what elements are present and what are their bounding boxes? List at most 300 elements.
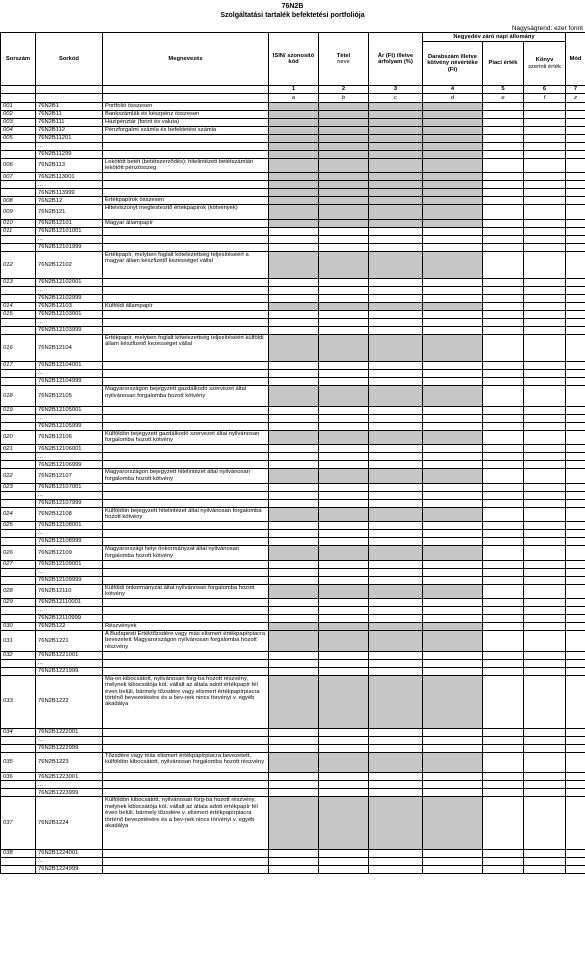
cell-isin[interactable] [269, 370, 319, 378]
cell-darab[interactable] [423, 310, 483, 318]
cell-piaci[interactable] [483, 614, 524, 622]
cell-isin[interactable] [269, 326, 319, 334]
cell-mod[interactable] [566, 111, 585, 119]
cell-piaci[interactable] [483, 103, 524, 111]
cell-ar[interactable] [369, 445, 423, 453]
cell-isin[interactable] [269, 318, 319, 326]
cell-piaci[interactable] [483, 866, 524, 874]
cell-mod[interactable] [566, 370, 585, 378]
cell-darab[interactable] [423, 362, 483, 370]
cell-ar[interactable] [369, 119, 423, 127]
cell-tetel[interactable] [319, 386, 369, 407]
cell-darab[interactable] [423, 103, 483, 111]
cell-ar[interactable] [369, 507, 423, 521]
cell-konyv[interactable] [524, 119, 566, 127]
cell-piaci[interactable] [483, 227, 524, 235]
cell-konyv[interactable] [524, 667, 566, 675]
cell-darab[interactable] [423, 584, 483, 598]
cell-ar[interactable] [369, 538, 423, 546]
cell-ar[interactable] [369, 181, 423, 189]
cell-mod[interactable] [566, 378, 585, 386]
cell-ar[interactable] [369, 560, 423, 568]
cell-konyv[interactable] [524, 507, 566, 521]
cell-tetel[interactable] [319, 119, 369, 127]
cell-piaci[interactable] [483, 598, 524, 606]
cell-mod[interactable] [566, 310, 585, 318]
cell-ar[interactable] [369, 728, 423, 736]
cell-piaci[interactable] [483, 667, 524, 675]
cell-ar[interactable] [369, 414, 423, 422]
cell-mod[interactable] [566, 491, 585, 499]
cell-konyv[interactable] [524, 789, 566, 797]
cell-piaci[interactable] [483, 622, 524, 630]
cell-ar[interactable] [369, 251, 423, 278]
cell-konyv[interactable] [524, 151, 566, 159]
cell-isin[interactable] [269, 119, 319, 127]
cell-mod[interactable] [566, 546, 585, 560]
cell-darab[interactable] [423, 560, 483, 568]
cell-tetel[interactable] [319, 135, 369, 143]
cell-tetel[interactable] [319, 362, 369, 370]
cell-konyv[interactable] [524, 614, 566, 622]
cell-konyv[interactable] [524, 576, 566, 584]
cell-piaci[interactable] [483, 173, 524, 181]
cell-isin[interactable] [269, 866, 319, 874]
cell-isin[interactable] [269, 651, 319, 659]
cell-piaci[interactable] [483, 584, 524, 598]
cell-tetel[interactable] [319, 736, 369, 744]
cell-mod[interactable] [566, 278, 585, 286]
cell-darab[interactable] [423, 143, 483, 151]
cell-tetel[interactable] [319, 630, 369, 651]
cell-piaci[interactable] [483, 197, 524, 205]
cell-konyv[interactable] [524, 181, 566, 189]
cell-mod[interactable] [566, 850, 585, 858]
cell-isin[interactable] [269, 568, 319, 576]
cell-piaci[interactable] [483, 406, 524, 414]
cell-piaci[interactable] [483, 159, 524, 173]
cell-isin[interactable] [269, 278, 319, 286]
cell-isin[interactable] [269, 630, 319, 651]
cell-piaci[interactable] [483, 491, 524, 499]
cell-darab[interactable] [423, 378, 483, 386]
cell-darab[interactable] [423, 386, 483, 407]
cell-darab[interactable] [423, 127, 483, 135]
cell-tetel[interactable] [319, 243, 369, 251]
cell-mod[interactable] [566, 127, 585, 135]
cell-darab[interactable] [423, 736, 483, 744]
cell-darab[interactable] [423, 752, 483, 773]
cell-ar[interactable] [369, 103, 423, 111]
cell-mod[interactable] [566, 302, 585, 310]
cell-ar[interactable] [369, 173, 423, 181]
cell-darab[interactable] [423, 659, 483, 667]
cell-mod[interactable] [566, 362, 585, 370]
cell-piaci[interactable] [483, 850, 524, 858]
cell-isin[interactable] [269, 362, 319, 370]
cell-darab[interactable] [423, 181, 483, 189]
cell-tetel[interactable] [319, 675, 369, 728]
cell-ar[interactable] [369, 143, 423, 151]
cell-isin[interactable] [269, 461, 319, 469]
cell-konyv[interactable] [524, 797, 566, 850]
cell-isin[interactable] [269, 675, 319, 728]
cell-tetel[interactable] [319, 370, 369, 378]
cell-mod[interactable] [566, 659, 585, 667]
cell-konyv[interactable] [524, 143, 566, 151]
cell-darab[interactable] [423, 789, 483, 797]
cell-isin[interactable] [269, 736, 319, 744]
cell-ar[interactable] [369, 744, 423, 752]
cell-isin[interactable] [269, 598, 319, 606]
cell-piaci[interactable] [483, 530, 524, 538]
cell-ar[interactable] [369, 499, 423, 507]
cell-isin[interactable] [269, 483, 319, 491]
cell-isin[interactable] [269, 546, 319, 560]
cell-isin[interactable] [269, 659, 319, 667]
cell-tetel[interactable] [319, 606, 369, 614]
cell-konyv[interactable] [524, 362, 566, 370]
cell-tetel[interactable] [319, 469, 369, 483]
cell-darab[interactable] [423, 781, 483, 789]
cell-ar[interactable] [369, 667, 423, 675]
cell-isin[interactable] [269, 219, 319, 227]
cell-isin[interactable] [269, 606, 319, 614]
cell-isin[interactable] [269, 667, 319, 675]
cell-darab[interactable] [423, 744, 483, 752]
cell-tetel[interactable] [319, 622, 369, 630]
cell-konyv[interactable] [524, 651, 566, 659]
cell-tetel[interactable] [319, 197, 369, 205]
cell-piaci[interactable] [483, 560, 524, 568]
cell-isin[interactable] [269, 491, 319, 499]
cell-isin[interactable] [269, 584, 319, 598]
cell-konyv[interactable] [524, 781, 566, 789]
cell-mod[interactable] [566, 151, 585, 159]
cell-konyv[interactable] [524, 205, 566, 219]
cell-darab[interactable] [423, 422, 483, 430]
cell-konyv[interactable] [524, 560, 566, 568]
cell-tetel[interactable] [319, 111, 369, 119]
cell-ar[interactable] [369, 483, 423, 491]
cell-darab[interactable] [423, 334, 483, 361]
cell-darab[interactable] [423, 151, 483, 159]
cell-tetel[interactable] [319, 235, 369, 243]
cell-mod[interactable] [566, 606, 585, 614]
cell-tetel[interactable] [319, 251, 369, 278]
cell-konyv[interactable] [524, 568, 566, 576]
cell-piaci[interactable] [483, 189, 524, 197]
cell-piaci[interactable] [483, 773, 524, 781]
cell-darab[interactable] [423, 219, 483, 227]
cell-mod[interactable] [566, 173, 585, 181]
cell-mod[interactable] [566, 422, 585, 430]
cell-konyv[interactable] [524, 370, 566, 378]
cell-mod[interactable] [566, 522, 585, 530]
cell-tetel[interactable] [319, 334, 369, 361]
cell-darab[interactable] [423, 227, 483, 235]
cell-mod[interactable] [566, 189, 585, 197]
cell-ar[interactable] [369, 219, 423, 227]
cell-ar[interactable] [369, 406, 423, 414]
cell-piaci[interactable] [483, 568, 524, 576]
cell-ar[interactable] [369, 453, 423, 461]
cell-piaci[interactable] [483, 362, 524, 370]
cell-piaci[interactable] [483, 111, 524, 119]
cell-mod[interactable] [566, 461, 585, 469]
cell-darab[interactable] [423, 866, 483, 874]
cell-mod[interactable] [566, 135, 585, 143]
cell-tetel[interactable] [319, 728, 369, 736]
cell-piaci[interactable] [483, 744, 524, 752]
cell-isin[interactable] [269, 414, 319, 422]
cell-ar[interactable] [369, 491, 423, 499]
cell-isin[interactable] [269, 744, 319, 752]
cell-isin[interactable] [269, 789, 319, 797]
cell-isin[interactable] [269, 850, 319, 858]
cell-mod[interactable] [566, 560, 585, 568]
cell-piaci[interactable] [483, 499, 524, 507]
cell-konyv[interactable] [524, 318, 566, 326]
cell-isin[interactable] [269, 197, 319, 205]
cell-darab[interactable] [423, 538, 483, 546]
cell-isin[interactable] [269, 334, 319, 361]
cell-ar[interactable] [369, 858, 423, 866]
cell-darab[interactable] [423, 469, 483, 483]
cell-mod[interactable] [566, 568, 585, 576]
cell-darab[interactable] [423, 568, 483, 576]
cell-mod[interactable] [566, 752, 585, 773]
cell-darab[interactable] [423, 286, 483, 294]
cell-tetel[interactable] [319, 530, 369, 538]
cell-mod[interactable] [566, 736, 585, 744]
cell-tetel[interactable] [319, 378, 369, 386]
cell-piaci[interactable] [483, 370, 524, 378]
cell-ar[interactable] [369, 378, 423, 386]
cell-darab[interactable] [423, 278, 483, 286]
cell-konyv[interactable] [524, 310, 566, 318]
cell-ar[interactable] [369, 318, 423, 326]
cell-tetel[interactable] [319, 430, 369, 444]
cell-piaci[interactable] [483, 243, 524, 251]
cell-ar[interactable] [369, 278, 423, 286]
cell-piaci[interactable] [483, 630, 524, 651]
cell-ar[interactable] [369, 205, 423, 219]
cell-ar[interactable] [369, 614, 423, 622]
cell-konyv[interactable] [524, 850, 566, 858]
cell-darab[interactable] [423, 119, 483, 127]
cell-konyv[interactable] [524, 430, 566, 444]
cell-konyv[interactable] [524, 461, 566, 469]
cell-ar[interactable] [369, 576, 423, 584]
cell-mod[interactable] [566, 251, 585, 278]
cell-ar[interactable] [369, 781, 423, 789]
cell-ar[interactable] [369, 235, 423, 243]
cell-tetel[interactable] [319, 103, 369, 111]
cell-ar[interactable] [369, 797, 423, 850]
cell-darab[interactable] [423, 797, 483, 850]
cell-mod[interactable] [566, 414, 585, 422]
cell-darab[interactable] [423, 251, 483, 278]
cell-isin[interactable] [269, 499, 319, 507]
cell-piaci[interactable] [483, 302, 524, 310]
cell-darab[interactable] [423, 728, 483, 736]
cell-ar[interactable] [369, 866, 423, 874]
cell-piaci[interactable] [483, 318, 524, 326]
cell-darab[interactable] [423, 491, 483, 499]
cell-mod[interactable] [566, 235, 585, 243]
cell-konyv[interactable] [524, 406, 566, 414]
cell-darab[interactable] [423, 530, 483, 538]
cell-darab[interactable] [423, 507, 483, 521]
cell-piaci[interactable] [483, 789, 524, 797]
cell-tetel[interactable] [319, 143, 369, 151]
cell-ar[interactable] [369, 159, 423, 173]
cell-konyv[interactable] [524, 858, 566, 866]
cell-tetel[interactable] [319, 744, 369, 752]
cell-ar[interactable] [369, 302, 423, 310]
cell-tetel[interactable] [319, 286, 369, 294]
cell-darab[interactable] [423, 546, 483, 560]
cell-tetel[interactable] [319, 546, 369, 560]
cell-ar[interactable] [369, 651, 423, 659]
cell-mod[interactable] [566, 651, 585, 659]
cell-darab[interactable] [423, 294, 483, 302]
cell-ar[interactable] [369, 430, 423, 444]
cell-piaci[interactable] [483, 334, 524, 361]
cell-isin[interactable] [269, 560, 319, 568]
cell-konyv[interactable] [524, 159, 566, 173]
cell-ar[interactable] [369, 675, 423, 728]
cell-konyv[interactable] [524, 736, 566, 744]
cell-isin[interactable] [269, 469, 319, 483]
cell-mod[interactable] [566, 326, 585, 334]
cell-konyv[interactable] [524, 453, 566, 461]
cell-tetel[interactable] [319, 568, 369, 576]
cell-isin[interactable] [269, 530, 319, 538]
cell-isin[interactable] [269, 189, 319, 197]
cell-mod[interactable] [566, 773, 585, 781]
cell-tetel[interactable] [319, 667, 369, 675]
cell-mod[interactable] [566, 453, 585, 461]
cell-piaci[interactable] [483, 483, 524, 491]
cell-ar[interactable] [369, 362, 423, 370]
cell-mod[interactable] [566, 866, 585, 874]
cell-ar[interactable] [369, 752, 423, 773]
cell-piaci[interactable] [483, 728, 524, 736]
cell-konyv[interactable] [524, 469, 566, 483]
cell-isin[interactable] [269, 251, 319, 278]
cell-konyv[interactable] [524, 386, 566, 407]
cell-mod[interactable] [566, 675, 585, 728]
cell-konyv[interactable] [524, 538, 566, 546]
cell-tetel[interactable] [319, 651, 369, 659]
cell-darab[interactable] [423, 858, 483, 866]
cell-konyv[interactable] [524, 235, 566, 243]
cell-mod[interactable] [566, 630, 585, 651]
cell-piaci[interactable] [483, 205, 524, 219]
cell-mod[interactable] [566, 483, 585, 491]
cell-darab[interactable] [423, 326, 483, 334]
cell-tetel[interactable] [319, 278, 369, 286]
cell-piaci[interactable] [483, 469, 524, 483]
cell-ar[interactable] [369, 197, 423, 205]
cell-mod[interactable] [566, 219, 585, 227]
cell-isin[interactable] [269, 103, 319, 111]
cell-isin[interactable] [269, 614, 319, 622]
cell-darab[interactable] [423, 445, 483, 453]
cell-tetel[interactable] [319, 294, 369, 302]
cell-mod[interactable] [566, 622, 585, 630]
cell-mod[interactable] [566, 584, 585, 598]
cell-piaci[interactable] [483, 453, 524, 461]
cell-tetel[interactable] [319, 302, 369, 310]
cell-darab[interactable] [423, 483, 483, 491]
cell-tetel[interactable] [319, 491, 369, 499]
cell-ar[interactable] [369, 736, 423, 744]
cell-piaci[interactable] [483, 675, 524, 728]
cell-konyv[interactable] [524, 728, 566, 736]
cell-ar[interactable] [369, 469, 423, 483]
cell-darab[interactable] [423, 406, 483, 414]
cell-tetel[interactable] [319, 773, 369, 781]
cell-mod[interactable] [566, 119, 585, 127]
cell-piaci[interactable] [483, 119, 524, 127]
cell-piaci[interactable] [483, 127, 524, 135]
cell-piaci[interactable] [483, 461, 524, 469]
cell-mod[interactable] [566, 334, 585, 361]
cell-tetel[interactable] [319, 318, 369, 326]
cell-tetel[interactable] [319, 866, 369, 874]
cell-mod[interactable] [566, 797, 585, 850]
cell-konyv[interactable] [524, 752, 566, 773]
cell-piaci[interactable] [483, 326, 524, 334]
cell-ar[interactable] [369, 522, 423, 530]
cell-mod[interactable] [566, 667, 585, 675]
cell-konyv[interactable] [524, 773, 566, 781]
cell-konyv[interactable] [524, 334, 566, 361]
cell-piaci[interactable] [483, 310, 524, 318]
cell-tetel[interactable] [319, 205, 369, 219]
cell-tetel[interactable] [319, 499, 369, 507]
cell-mod[interactable] [566, 858, 585, 866]
cell-ar[interactable] [369, 294, 423, 302]
cell-darab[interactable] [423, 302, 483, 310]
cell-tetel[interactable] [319, 159, 369, 173]
cell-ar[interactable] [369, 151, 423, 159]
cell-konyv[interactable] [524, 422, 566, 430]
cell-isin[interactable] [269, 127, 319, 135]
cell-mod[interactable] [566, 318, 585, 326]
cell-isin[interactable] [269, 728, 319, 736]
cell-mod[interactable] [566, 728, 585, 736]
cell-piaci[interactable] [483, 736, 524, 744]
cell-konyv[interactable] [524, 278, 566, 286]
cell-konyv[interactable] [524, 251, 566, 278]
cell-isin[interactable] [269, 235, 319, 243]
cell-isin[interactable] [269, 286, 319, 294]
cell-isin[interactable] [269, 445, 319, 453]
cell-ar[interactable] [369, 850, 423, 858]
cell-ar[interactable] [369, 127, 423, 135]
cell-isin[interactable] [269, 310, 319, 318]
cell-tetel[interactable] [319, 598, 369, 606]
cell-darab[interactable] [423, 499, 483, 507]
cell-tetel[interactable] [319, 461, 369, 469]
cell-darab[interactable] [423, 189, 483, 197]
cell-tetel[interactable] [319, 414, 369, 422]
cell-piaci[interactable] [483, 507, 524, 521]
